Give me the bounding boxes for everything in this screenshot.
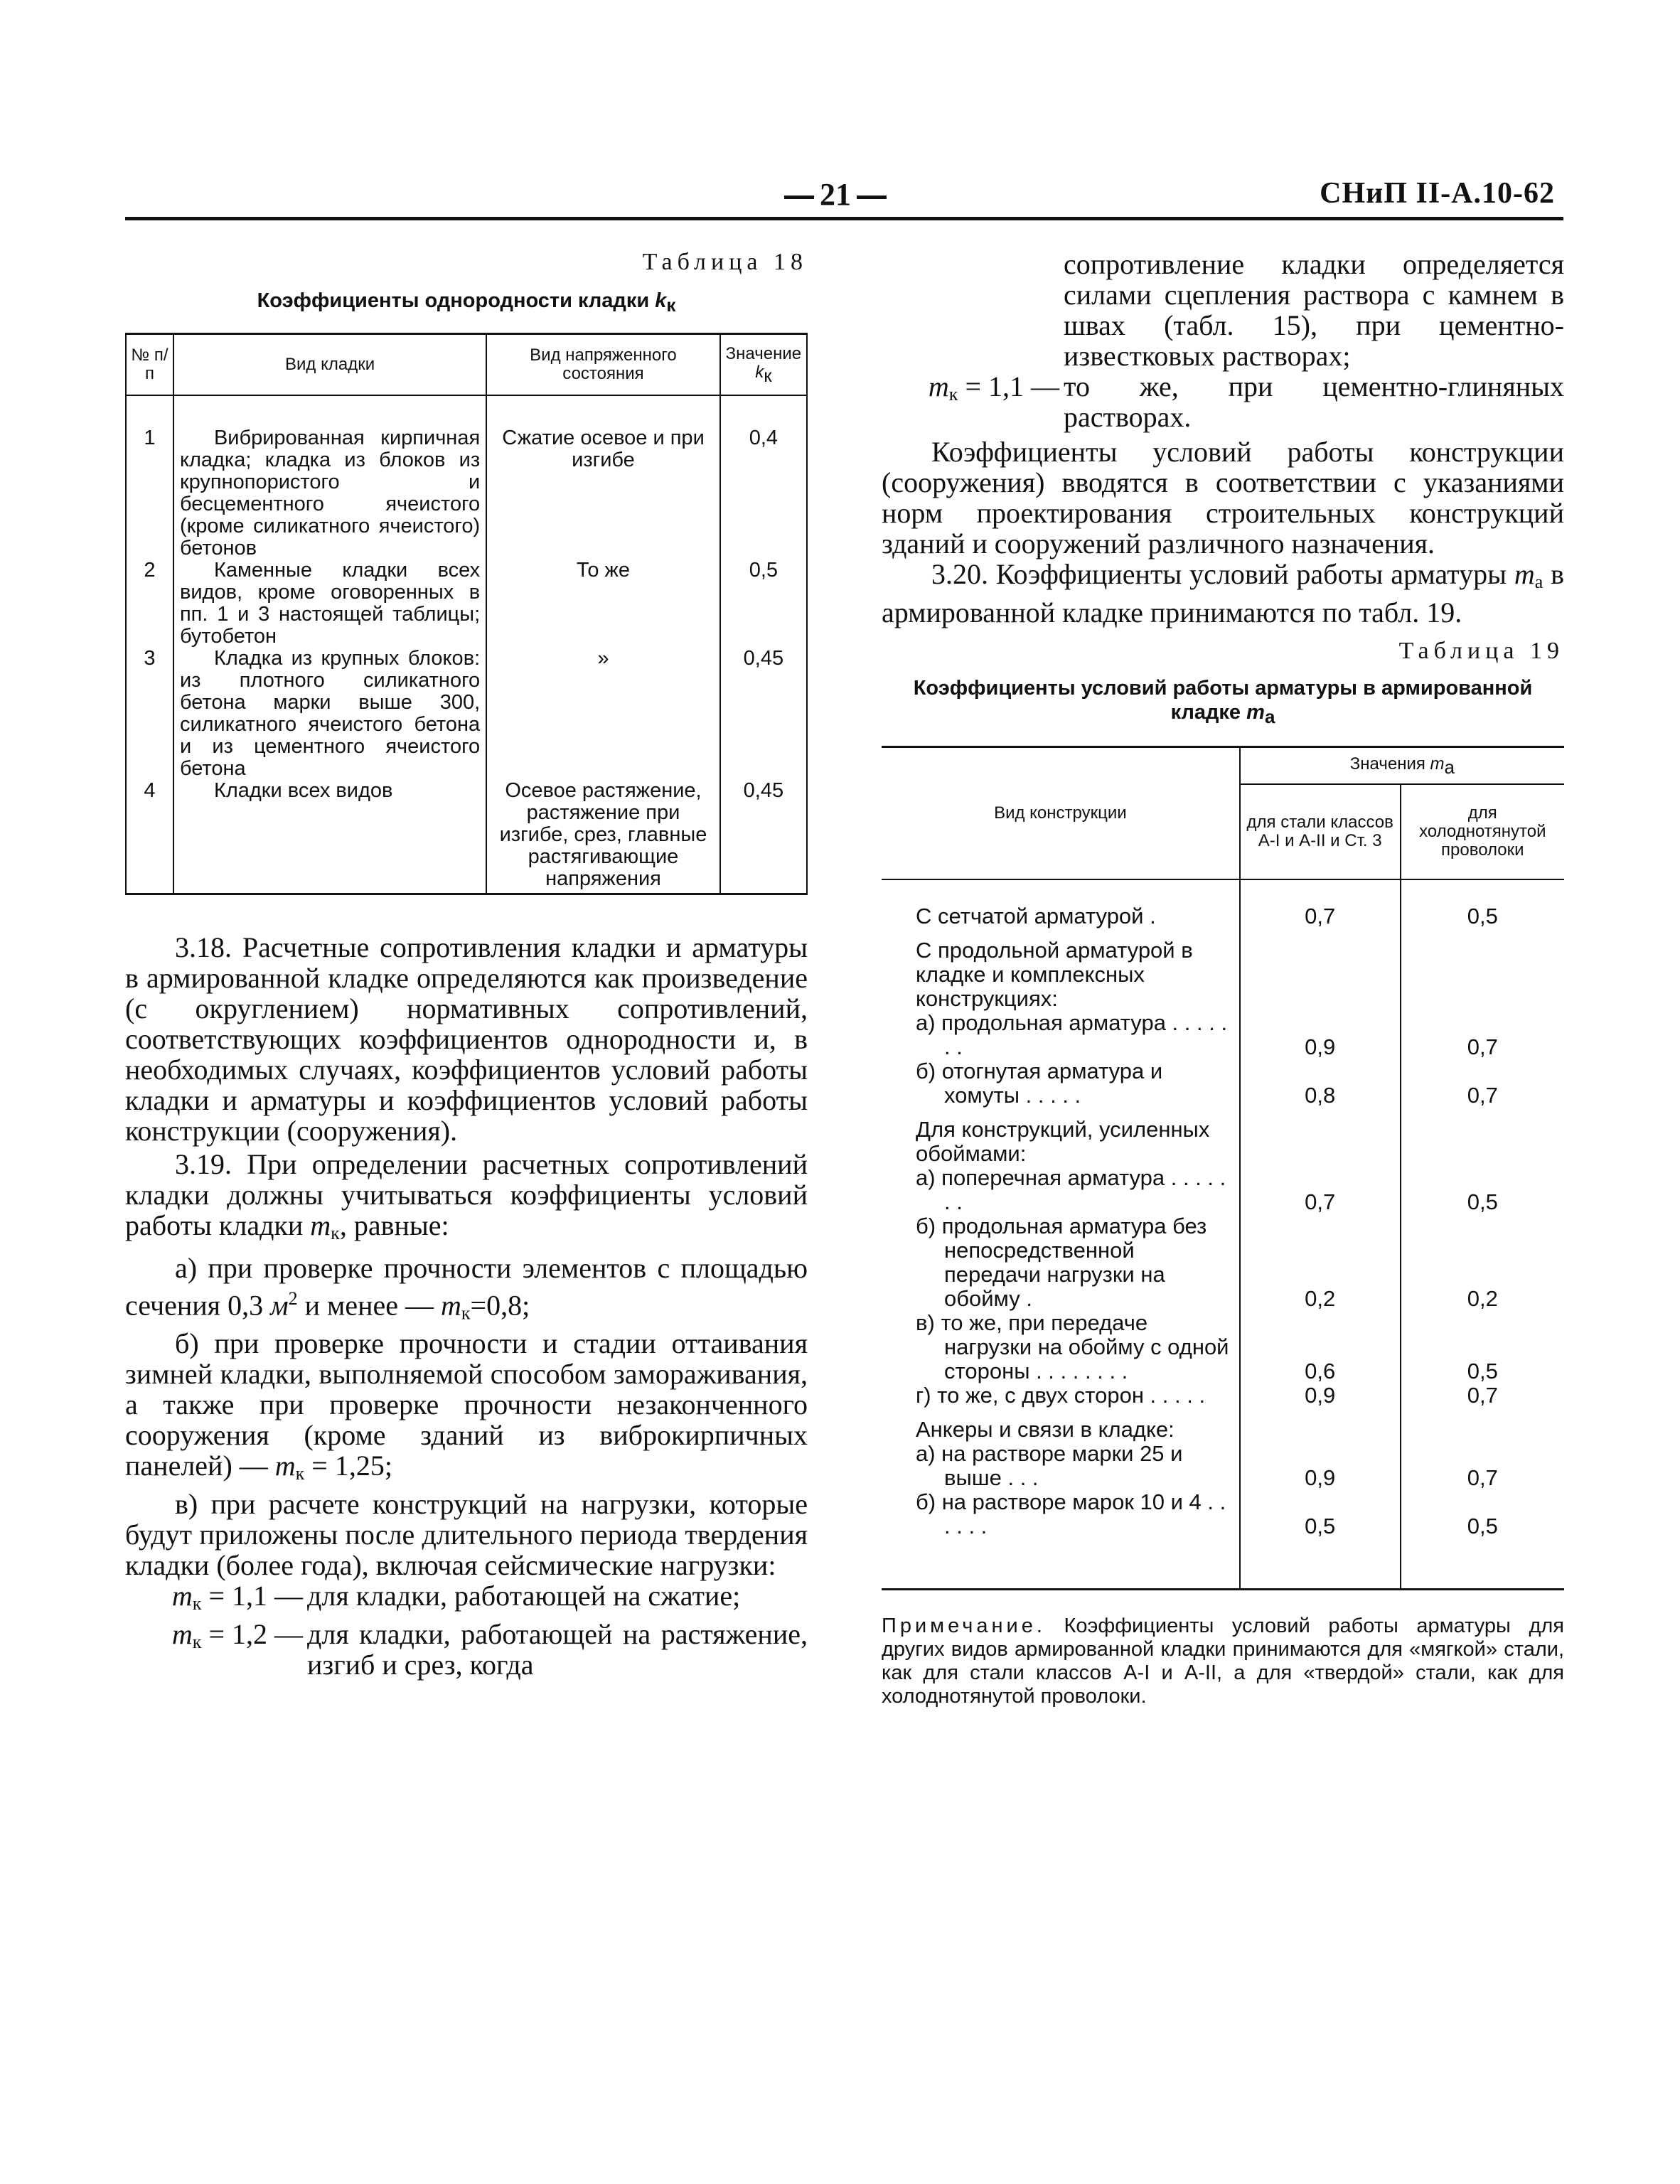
t18-cell-num: 1 (126, 395, 173, 560)
t19-header-wire: для холоднотянутой проволоки (1401, 784, 1564, 879)
t19-kind-text: б) на растворе марок 10 и 4 . . . . . . (916, 1489, 1226, 1538)
t19-kind-text: б) отогнутая арматура и хомуты . . . . . (916, 1059, 1163, 1108)
t19-cell-steel: 0,6 (1240, 1311, 1401, 1383)
t19-cell-kind (882, 1442, 1240, 1490)
t19-cell-kind (882, 1011, 1240, 1059)
t19-cell-wire: 0,5 (1401, 1311, 1564, 1383)
t19-cell-steel: 0,9 (1240, 1383, 1401, 1408)
t18-cell-value: 0,4 (720, 395, 807, 560)
t19-cell-wire: 0,5 (1401, 879, 1564, 928)
t18-cell-kind: Вибрированная кирпичная кладка; кладка из блоков из крупнопористого и бесцементного ячеистого (кроме силикатного ячеистого) бетонов (173, 395, 486, 560)
t19-cell-wire: 0,2 (1401, 1214, 1564, 1311)
table-row (882, 1383, 1564, 1408)
table-row (126, 780, 807, 894)
t18-cell-value: 0,45 (720, 648, 807, 780)
table19-body (882, 879, 1564, 1590)
t18-cell-value: 0,5 (720, 560, 807, 648)
t19-cell-kind (882, 1166, 1240, 1214)
item-v: в) при расчете конструкций на нагрузки, которые будут приложены после длительного периода твердения кладки (более года), включая сейсмические нагрузки: (125, 1488, 808, 1582)
document-id: СНиП II-А.10-62 (1320, 177, 1555, 210)
paragraph-3-19: 3.19. При определении расчетных сопротивлений кладки должны учитываться коэффициенты условий работы кладки $m_к$, равные: (125, 1148, 808, 1243)
table18-caption: Таблица 18 (642, 249, 808, 275)
left-column (125, 249, 808, 1680)
t19-cell-kind (882, 1059, 1240, 1108)
continuation-text: сопротивление кладки определяется силами сцепления раствора с камнем в швах (табл. 15), при цементно-известковых растворах; (1064, 248, 1564, 372)
t18-header-state: Вид напряженного состояния (486, 334, 720, 396)
table19 (882, 746, 1564, 1590)
t19-cell-wire (1401, 1108, 1564, 1166)
t19-cell-steel: 0,9 (1240, 1011, 1401, 1059)
paragraph-3-18: 3.18. Расчетные сопротивления кладки и арматуры в армированной кладке определяются как произведение (с округлением) нормативных сопротивлений, соответствующих коэффициентов однородности и, в необходимых случаях, коэффициентов условий работы кладки и арматуры и коэффициентов условий работы конструкции (сооружения). (125, 931, 808, 1147)
table-row (126, 560, 807, 648)
t19-cell-steel: 0,5 (1240, 1490, 1401, 1590)
item-a: а) при проверке прочности элементов с площадью сечения 0,3 $м^2$ и менее — $m_к=0,8$; (125, 1252, 808, 1324)
t19-kind-text: С продольной арматурой в кладке и комплексных конструкциях: (916, 938, 1193, 1011)
header-rule (125, 217, 1563, 220)
t19-cell-wire (1401, 928, 1564, 1011)
t18-cell-kind: Кладки всех видов (173, 780, 486, 894)
table-row (882, 928, 1564, 1011)
t19-kind-text: Анкеры и связи в кладке: (916, 1417, 1175, 1442)
table-row (882, 1011, 1564, 1059)
t19-cell-steel: 0,7 (1240, 879, 1401, 928)
t19-cell-steel (1240, 1408, 1401, 1442)
t18-cell-num: 4 (126, 780, 173, 894)
table-row (882, 1059, 1564, 1108)
t18-cell-state: То же (486, 560, 720, 648)
t19-cell-kind (882, 1490, 1240, 1590)
t19-kind-text: г) то же, с двух сторон . . . . . (916, 1383, 1206, 1408)
t18-cell-num: 2 (126, 560, 173, 648)
dash-left (784, 196, 814, 199)
t19-cell-kind (882, 928, 1240, 1011)
t19-cell-wire: 0,5 (1401, 1166, 1564, 1214)
t19-header-kind: Вид конструкции (882, 747, 1240, 880)
t18-header-kind: Вид кладки (173, 334, 486, 396)
t19-cell-kind (882, 1383, 1240, 1408)
t18-header-value: Значение kк (720, 334, 807, 396)
table19-caption: Таблица 19 (1398, 638, 1564, 664)
equation-2: $m_к = 1,2$ — для кладки, работающей на растяжение, изгиб и срез, когда (171, 1618, 808, 1681)
t19-cell-kind (882, 1108, 1240, 1166)
t18-cell-num: 3 (126, 648, 173, 780)
table-row (126, 648, 807, 780)
t19-kind-text: С сетчатой арматурой . (916, 904, 1156, 928)
t19-cell-steel: 0,9 (1240, 1442, 1401, 1490)
t19-cell-kind (882, 1408, 1240, 1442)
t18-cell-state: Осевое растяжение, растяжение при изгибе, срез, главные растягивающие напряжения (486, 780, 720, 894)
table18-title: Коэффициенты однородности кладки kк (257, 289, 676, 316)
t19-kind-text: а) продольная арматура . . . . . . . (916, 1010, 1228, 1059)
t19-cell-wire (1401, 1408, 1564, 1442)
table-row (882, 1166, 1564, 1214)
paragraph-coefficients: Коэффициенты условий работы конструкции (сооружения) вводятся в соответствии с указаниями норм проектирования строительных конструкций зданий и сооружений различного назначения. (882, 436, 1564, 560)
t19-kind-text: Для конструкций, усиленных обоймами: (916, 1117, 1210, 1166)
table-row (882, 1490, 1564, 1590)
t18-header-num: № п/п (126, 334, 173, 396)
t19-cell-wire: 0,5 (1401, 1490, 1564, 1590)
table18-body (126, 395, 807, 894)
t19-cell-wire: 0,7 (1401, 1442, 1564, 1490)
t19-kind-text: в) то же, при передаче нагрузки на обойму с одной стороны . . . . . . . . (916, 1310, 1229, 1383)
t19-kind-text: а) поперечная арматура . . . . . . . (916, 1165, 1226, 1214)
table-row (882, 1108, 1564, 1166)
equation-3: $m_к = 1,1$ — то же, при цементно-глиняных растворах. (928, 370, 1564, 433)
t19-cell-kind (882, 1311, 1240, 1383)
page-number: 21 (771, 176, 899, 213)
table-row (882, 1442, 1564, 1490)
t18-cell-value: 0,45 (720, 780, 807, 894)
t19-cell-kind (882, 1214, 1240, 1311)
table19-note: Примечание. Коэффициенты условий работы арматуры для других видов армированной кладки принимаются для «мягкой» стали, как для стали классов А-I и А-II, а для «твердой» стали, как для холоднотянутой проволоки. (882, 1615, 1564, 1708)
t19-cell-wire: 0,7 (1401, 1011, 1564, 1059)
t19-cell-kind (882, 879, 1240, 928)
equation-1: $m_к = 1,1$ — для кладки, работающей на сжатие; (171, 1580, 741, 1615)
table19-title: Коэффициенты условий работы арматуры в армированной кладке mа (913, 677, 1533, 727)
t18-cell-state: Сжатие осевое и при изгибе (486, 395, 720, 560)
table18 (125, 333, 808, 895)
t19-cell-wire: 0,7 (1401, 1383, 1564, 1408)
paragraph-3-20: 3.20. Коэффициенты условий работы арматуры $m_а$ в армированной кладке принимаются по табл. 19. (882, 558, 1565, 628)
t18-cell-kind: Кладка из крупных блоков: из плотного силикатного бетона марки выше 300, силикатного ячеистого бетона и из цементного ячеистого бетона (173, 648, 486, 780)
t19-kind-text: б) продольная арматура без непосредственной передачи нагрузки на обойму . (916, 1214, 1207, 1311)
t19-cell-steel: 0,2 (1240, 1214, 1401, 1311)
right-column (882, 249, 1564, 1708)
table-row (882, 1214, 1564, 1311)
t19-header-values: Значения mа (1240, 747, 1564, 785)
t19-cell-steel (1240, 928, 1401, 1011)
table-row (882, 1311, 1564, 1383)
table-row (882, 1408, 1564, 1442)
t18-cell-state: » (486, 648, 720, 780)
t19-cell-steel: 0,7 (1240, 1166, 1401, 1214)
t19-header-steel: для стали классов А-I и А-II и Ст. 3 (1240, 784, 1401, 879)
t18-cell-kind: Каменные кладки всех видов, кроме оговоренных в пп. 1 и 3 настоящей таблицы; бутобетон (173, 560, 486, 648)
t19-cell-wire: 0,7 (1401, 1059, 1564, 1108)
dash-right (857, 196, 887, 199)
t19-cell-steel: 0,8 (1240, 1059, 1401, 1108)
table-row (882, 879, 1564, 928)
t19-cell-steel (1240, 1108, 1401, 1166)
t19-kind-text: а) на растворе марки 25 и выше . . . (916, 1441, 1183, 1490)
item-b: б) при проверке прочности и стадии оттаивания зимней кладки, выполняемой способом замораживания, а также при проверке прочности незаконченного сооружения (кроме зданий из виброкирпичных панелей) — $m_к = 1,25$; (125, 1327, 808, 1484)
table-row (126, 395, 807, 560)
